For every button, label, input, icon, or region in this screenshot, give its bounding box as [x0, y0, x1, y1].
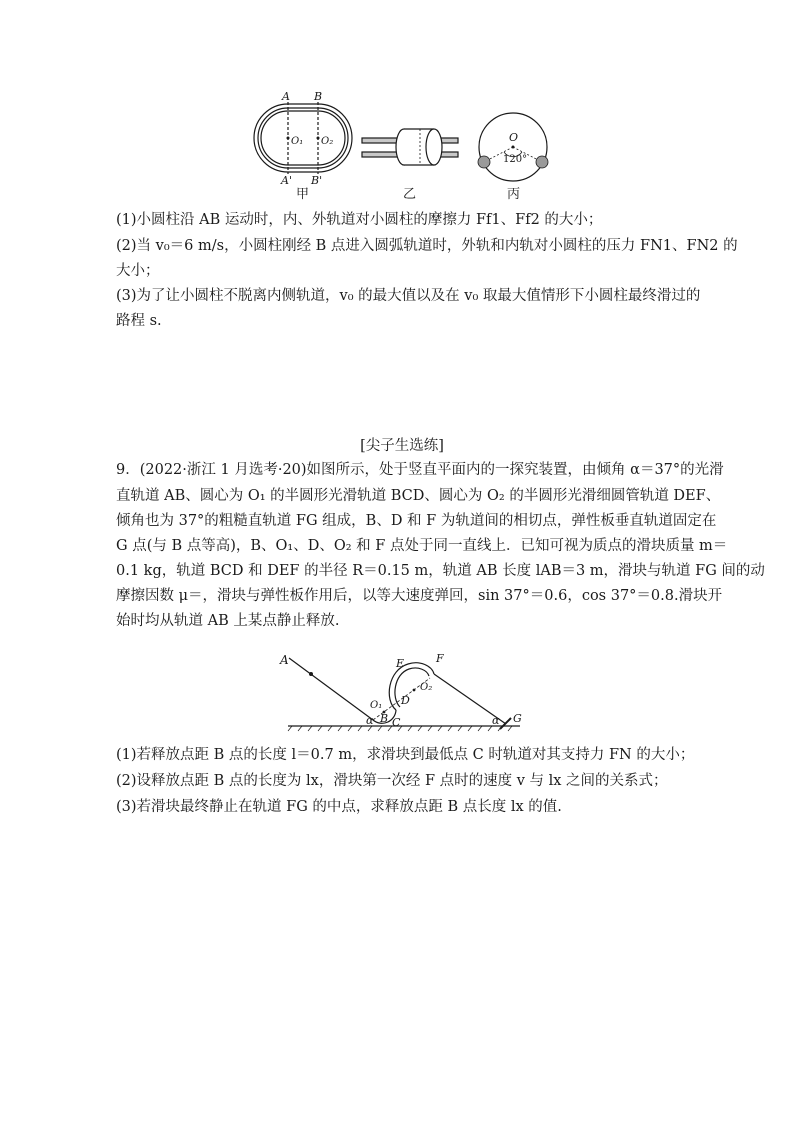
caption-bing: 丙	[507, 187, 521, 202]
figure-yi	[362, 129, 458, 165]
q9-line-5: 0.1 kg，轨道 BCD 和 DEF 的半径 R＝0.15 m，轨道 AB 长度 lAB＝3 m，滑块与轨道 FG 间的动	[116, 563, 765, 579]
q9-line-7: 始时均从轨道 AB 上某点静止释放.	[116, 613, 340, 629]
label-A: A	[282, 90, 290, 103]
label-B: B	[314, 90, 323, 103]
label-E2: E	[396, 657, 405, 670]
q9-part-1: (1)若释放点距 B 点的长度 l＝0.7 m，求滑块到最低点 C 时轨道对其支持力 FN 的大小；	[116, 747, 695, 763]
label-O2b: O₂	[420, 682, 433, 693]
label-D2: D	[401, 694, 410, 707]
caption-jia: 甲	[296, 187, 310, 202]
q9-line-6: 摩擦因数 μ＝，滑块与弹性板作用后，以等大速度弹回，sin 37°＝0.6，cos 37°＝0.8.滑块开	[116, 588, 723, 604]
section-title: [尖子生选练]	[360, 438, 444, 454]
label-O: O	[509, 131, 519, 144]
figure-track	[0, 640, 800, 750]
q9-line-3: 倾角也为 37°的粗糙直轨道 FG 组成，B、D 和 F 为轨道间的相切点，弹性板垂直轨道固定在	[116, 513, 717, 529]
q8-part-2-cont: 大小；	[116, 263, 160, 279]
q8-part-3-cont: 路程 s.	[116, 313, 162, 329]
q9-line-4: G 点(与 B 点等高)，B、O₁、D、O₂ 和 F 点处于同一直线上．已知可视为质点的滑块质量 m＝	[116, 538, 728, 554]
label-alpha1: α	[366, 714, 374, 727]
label-G2: G	[513, 712, 522, 725]
q9-line-2: 直轨道 AB、圆心为 O₁ 的半圆形光滑轨道 BCD、圆心为 O₂ 的半圆形光滑细圆管轨道 DEF、	[116, 488, 721, 504]
label-A-prime: A'	[281, 174, 292, 187]
q9-line-1: 9．(2022·浙江 1 月选考·20)如图所示，处于竖直平面内的一探究装置，由倾角 α＝37°的光滑	[116, 462, 724, 478]
label-F2: F	[436, 652, 444, 665]
q8-part-3: (3)为了让小圆柱不脱离内侧轨道，v₀ 的最大值以及在 v₀ 取最大值情形下小圆柱最终滑过的	[116, 288, 701, 304]
label-O2: O₂	[321, 136, 334, 147]
label-120: 120°	[503, 154, 528, 165]
caption-yi: 乙	[403, 187, 417, 202]
figure-bing	[478, 113, 548, 181]
q8-part-1: (1)小圆柱沿 AB 运动时，内、外轨道对小圆柱的摩擦力 Ff1、Ff2 的大小；	[116, 212, 603, 228]
label-alpha2: α	[492, 714, 500, 727]
q9-part-2: (2)设释放点距 B 点的长度为 lx，滑块第一次经 F 点时的速度 v 与 lx 之间的关系式；	[116, 773, 668, 789]
q8-part-2: (2)当 v₀＝6 m/s，小圆柱刚经 B 点进入圆弧轨道时，外轨和内轨对小圆柱的压力 FN1、FN2 的	[116, 238, 738, 254]
label-A2: A	[280, 653, 289, 667]
label-B-prime: B'	[311, 174, 323, 187]
figure-top	[0, 90, 800, 290]
label-C2: C	[392, 716, 401, 729]
label-O1: O₁	[291, 136, 304, 147]
q9-part-3: (3)若滑块最终静止在轨道 FG 的中点，求释放点距 B 点长度 lx 的值.	[116, 799, 562, 815]
label-B2: B	[380, 712, 389, 725]
label-O1b: O₁	[370, 700, 383, 711]
